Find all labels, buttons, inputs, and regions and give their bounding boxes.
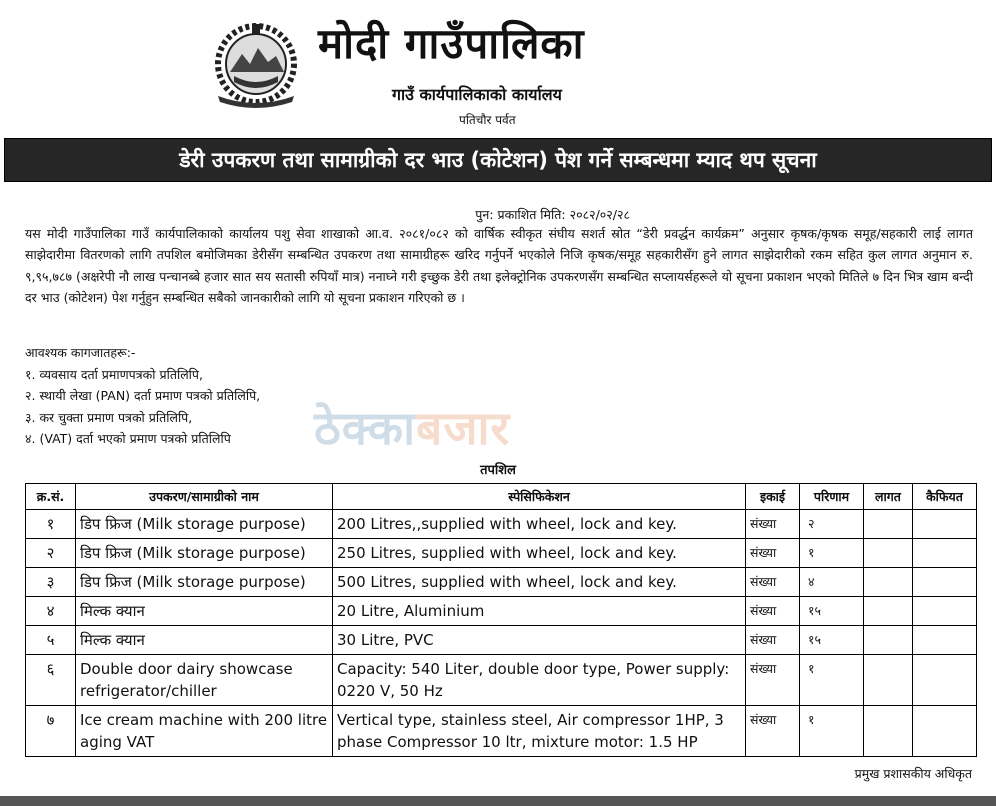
cell-cost [864, 597, 913, 626]
cell-qty: १ [800, 655, 864, 706]
cell-unit: संख्या [746, 706, 800, 757]
table-row [26, 568, 977, 597]
header-qty: परिणाम [800, 484, 864, 510]
cell-sn: ७ [26, 706, 76, 757]
header-cost: लागत [864, 484, 913, 510]
cell-unit: संख्या [746, 597, 800, 626]
cell-qty: २ [800, 510, 864, 539]
cell-remarks [913, 597, 977, 626]
republished-date: पुन: प्रकाशित मिति: २०८२/०२/२८ [475, 207, 630, 222]
cell-sn: ३ [26, 568, 76, 597]
required-doc-item: २. स्थायी लेखा (PAN) दर्ता प्रमाण पत्रको प्रतिलिपि, [25, 388, 261, 403]
header-unit: इकाई [746, 484, 800, 510]
cell-item: Double door dairy showcase refrigerator/chiller [76, 655, 333, 706]
cell-unit: संख्या [746, 539, 800, 568]
office-name: गाउँ कार्यपालिकाको कार्यालय [392, 85, 562, 104]
cell-unit: संख्या [746, 568, 800, 597]
cell-qty: १ [800, 706, 864, 757]
required-doc-item: ३. कर चुक्ता प्रमाण पत्रको प्रतिलिपि, [25, 409, 193, 425]
letterhead [0, 0, 996, 136]
header-item: उपकरण/सामाग्रीको नाम [76, 484, 333, 510]
cell-cost [864, 568, 913, 597]
cell-item: मिल्क क्यान [76, 626, 333, 655]
watermark-part2: बजार [416, 401, 511, 455]
cell-qty: ४ [800, 568, 864, 597]
required-doc-item: १. व्यवसाय दर्ता प्रमाणपत्रको प्रतिलिपि, [25, 366, 203, 382]
cell-spec: 500 Litres, supplied with wheel, lock and key. [333, 568, 746, 597]
cell-sn: ५ [26, 626, 76, 655]
items-table [25, 483, 977, 757]
cell-spec: 30 Litre, PVC [333, 626, 746, 655]
cell-remarks [913, 706, 977, 757]
table-row [26, 626, 977, 655]
cell-item: मिल्क क्यान [76, 597, 333, 626]
cell-spec: Vertical type, stainless steel, Air compressor 1HP, 3 phase Compressor 10 ltr, mixture motor: 1.5 HP [333, 706, 746, 757]
nepal-emblem-icon [208, 18, 304, 108]
cell-qty: १५ [800, 597, 864, 626]
cell-cost [864, 510, 913, 539]
table-row [26, 597, 977, 626]
cell-remarks [913, 626, 977, 655]
cell-unit: संख्या [746, 626, 800, 655]
cell-item: डिप फ्रिज (Milk storage purpose) [76, 539, 333, 568]
required-doc-item: ४. (VAT) दर्ता भएको प्रमाण पत्रको प्रतिलिपि [25, 431, 231, 446]
table-row [26, 706, 977, 757]
table-caption: तपशिल [480, 463, 516, 478]
header-sn: क्र.सं. [26, 484, 76, 510]
cell-unit: संख्या [746, 655, 800, 706]
watermark-part1: ठेक्का [314, 401, 417, 455]
table-header-row [26, 484, 977, 510]
cell-cost [864, 655, 913, 706]
cell-unit: संख्या [746, 510, 800, 539]
cell-remarks [913, 568, 977, 597]
header-remarks: कैफियत [913, 484, 977, 510]
bottom-border [0, 796, 996, 806]
cell-spec: 200 Litres,,supplied with wheel, lock and key. [333, 510, 746, 539]
cell-qty: १ [800, 539, 864, 568]
cell-remarks [913, 510, 977, 539]
cell-qty: १५ [800, 626, 864, 655]
municipality-name: मोदी गाउँपालिका [318, 19, 585, 68]
required-docs-heading: आवश्यक कागजातहरू:- [25, 345, 136, 360]
cell-cost [864, 706, 913, 757]
required-docs [25, 342, 260, 450]
table-row [26, 655, 977, 706]
cell-item: डिप फ्रिज (Milk storage purpose) [76, 568, 333, 597]
signature-title: प्रमुख प्रशासकीय अधिकृत [854, 766, 972, 781]
cell-cost [864, 626, 913, 655]
cell-remarks [913, 539, 977, 568]
cell-sn: १ [26, 510, 76, 539]
notice-body: यस मोदी गाउँपालिका गाउँ कार्यपालिकाको कार्यालय पशु सेवा शाखाको आ.व. २०८१/०८२ को वार्षिक स्वीकृत संघीय सशर्त स्रोत “डेरी प्रवर्द्धन कार्यक्रम” अनुसार कृषक/कृषक समूह/सहकारी लाई लागत साझेदारीमा वितरणको लागि तपशिल बमोजिमका डेरीसँग सम्बन्धित उपकरण तथा सामाग्रीहरू खरिद गर्नुपर्ने भएकोले निजि कृषक/समूह सहकारीसँग हुने लागत साझेदारीको रकम सहित कुल लागत अनुमान रु. ९,९५,७८७ (अक्षरेपी नौ लाख पन्चानब्बे हजार सात सय सतासी रुपियाँ मात्र) ननाघ्ने गरी इच्छुक डेरी तथा इलेक्ट्रोनिक उपकरणसँग सम्बन्धित सप्लायर्सहरूले यो सूचना प्रकाशन भएको मितिले ७ दिन भित्र खाम बन्दी दर भाउ (कोटेशन) पेश गर्नुहुन सम्बन्धित सबैको जानकारीको लागि यो सूचना प्रकाशन गरिएको छ । [25, 226, 973, 306]
cell-sn: ४ [26, 597, 76, 626]
cell-spec: 20 Litre, Aluminium [333, 597, 746, 626]
cell-sn: २ [26, 539, 76, 568]
table-row [26, 510, 977, 539]
cell-spec: 250 Litres, supplied with wheel, lock and key. [333, 539, 746, 568]
table-row [26, 539, 977, 568]
cell-item: डिप फ्रिज (Milk storage purpose) [76, 510, 333, 539]
office-address: पतिचौर पर्वत [459, 113, 516, 127]
notice-title: डेरी उपकरण तथा सामाग्रीको दर भाउ (कोटेशन) पेश गर्ने सम्बन्धमा म्याद थप सूचना [179, 148, 817, 172]
header-spec: स्पेसिफिकेशन [333, 484, 746, 510]
cell-item: Ice cream machine with 200 litre aging VAT [76, 706, 333, 757]
cell-cost [864, 539, 913, 568]
notice-title-bar [4, 138, 992, 182]
watermark [314, 396, 510, 458]
cell-spec: Capacity: 540 Liter, double door type, Power supply: 0220 V, 50 Hz [333, 655, 746, 706]
cell-sn: ६ [26, 655, 76, 706]
cell-remarks [913, 655, 977, 706]
